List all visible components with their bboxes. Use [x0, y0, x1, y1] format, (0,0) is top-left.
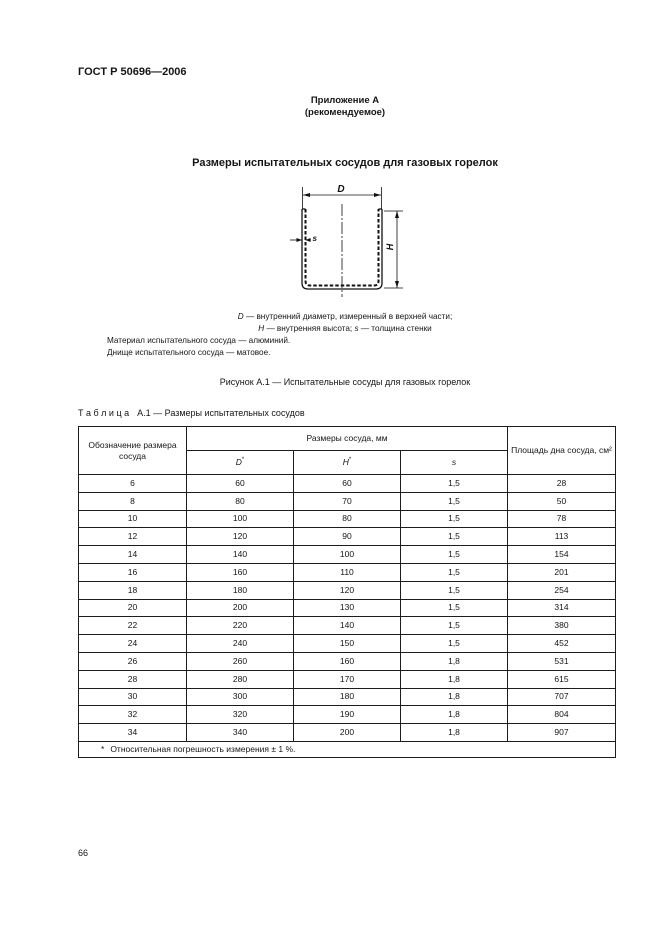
- table-row: [79, 563, 616, 581]
- size-designation-cell: 32: [79, 706, 187, 724]
- diameter-cell: 340: [187, 724, 294, 742]
- height-arrow-bottom: [395, 281, 399, 288]
- wall-thickness-arrow-right: [297, 238, 303, 242]
- section-title: Размеры испытательных сосудов для газовых горелок: [192, 157, 498, 169]
- diameter-label: D: [337, 184, 345, 195]
- legend-symbol-diameter: D: [237, 312, 244, 321]
- wall-thickness-cell: 1,5: [401, 599, 508, 617]
- bottom-area-cell: 113: [508, 528, 616, 546]
- height-arrow-top: [395, 211, 399, 218]
- table-row: [79, 617, 616, 635]
- bottom-area-cell: 314: [508, 599, 616, 617]
- diameter-cell: 80: [187, 492, 294, 510]
- diameter-cell: 240: [187, 635, 294, 653]
- footnote-mark: *: [348, 457, 352, 464]
- diameter-cell: 320: [187, 706, 294, 724]
- size-designation-cell: 24: [79, 635, 187, 653]
- table-row: [79, 635, 616, 653]
- size-designation-cell: 18: [79, 581, 187, 599]
- size-designation-cell: 26: [79, 652, 187, 670]
- bottom-area-cell: 254: [508, 581, 616, 599]
- height-cell: 150: [294, 635, 401, 653]
- diameter-cell: 140: [187, 546, 294, 564]
- legend-text-wall: — толщина стенки: [360, 324, 432, 333]
- table-row: [79, 510, 616, 528]
- note-material: Материал испытательного сосуда — алюминий.: [107, 336, 291, 345]
- height-cell: 90: [294, 528, 401, 546]
- header-wall-symbol: s: [451, 457, 457, 467]
- table-row: [79, 688, 616, 706]
- size-designation-cell: 10: [79, 510, 187, 528]
- height-cell: 160: [294, 652, 401, 670]
- height-cell: 70: [294, 492, 401, 510]
- diameter-cell: 120: [187, 528, 294, 546]
- diameter-cell: 100: [187, 510, 294, 528]
- height-cell: 100: [294, 546, 401, 564]
- document-code: ГОСТ Р 50696—2006: [78, 66, 187, 78]
- table-body: [79, 475, 616, 742]
- bottom-area-cell: 50: [508, 492, 616, 510]
- wall-thickness-cell: 1,5: [401, 492, 508, 510]
- diameter-cell: 280: [187, 670, 294, 688]
- note-bottom-finish: Днище испытательного сосуда — матовое.: [107, 348, 271, 357]
- wall-thickness-cell: 1,5: [401, 617, 508, 635]
- wall-thickness-cell: 1,5: [401, 475, 508, 493]
- size-designation-cell: 20: [79, 599, 187, 617]
- table-caption: [78, 407, 305, 419]
- table-header-row: [79, 427, 616, 451]
- figure-notes: [107, 335, 290, 359]
- figure-caption: Рисунок А.1 — Испытательные сосуды для газовых горелок: [219, 377, 471, 387]
- table-footnote: [79, 741, 616, 757]
- height-cell: 80: [294, 510, 401, 528]
- height-cell: 60: [294, 475, 401, 493]
- table-row: [79, 528, 616, 546]
- height-cell: 190: [294, 706, 401, 724]
- header-vessel-dimensions: Размеры сосуда, мм: [187, 427, 508, 451]
- diameter-arrow-left: [303, 193, 310, 197]
- wall-thickness-cell: 1,8: [401, 652, 508, 670]
- table-footnote-row: [79, 741, 616, 757]
- appendix-status: (рекомендуемое): [304, 107, 386, 118]
- legend-symbol-wall: s: [354, 324, 359, 333]
- height-label: H: [385, 243, 395, 251]
- diameter-cell: 220: [187, 617, 294, 635]
- legend-text-height: — внутренняя высота;: [266, 324, 353, 333]
- appendix-title: Приложение А: [310, 95, 380, 106]
- table-caption-title: А.1 — Размеры испытательных сосудов: [137, 408, 305, 418]
- bottom-area-cell: 707: [508, 688, 616, 706]
- wall-thickness-cell: 1,8: [401, 670, 508, 688]
- table-row: [79, 492, 616, 510]
- diameter-cell: 160: [187, 563, 294, 581]
- header-size-designation: Обозначение размера сосуда: [79, 427, 187, 475]
- legend-symbol-height: H: [258, 324, 265, 333]
- header-bottom-area: Площадь дна сосуда, см²: [508, 427, 616, 475]
- appendix-heading: [245, 95, 445, 119]
- diameter-arrow-right: [374, 193, 381, 197]
- table-row: [79, 724, 616, 742]
- vessel-dimensions-table: [78, 426, 616, 758]
- wall-thickness-cell: 1,8: [401, 706, 508, 724]
- footnote-mark: *: [241, 457, 245, 464]
- size-designation-cell: 8: [79, 492, 187, 510]
- wall-thickness-cell: 1,5: [401, 635, 508, 653]
- header-height-symbol: H: [342, 457, 349, 467]
- diameter-cell: 200: [187, 599, 294, 617]
- bottom-area-cell: 154: [508, 546, 616, 564]
- bottom-area-cell: 78: [508, 510, 616, 528]
- table-row: [79, 652, 616, 670]
- page-number: 66: [78, 848, 89, 858]
- table-row: [79, 581, 616, 599]
- header-diameter: [187, 451, 294, 475]
- size-designation-cell: 14: [79, 546, 187, 564]
- wall-thickness-label: s: [312, 234, 317, 243]
- height-cell: 200: [294, 724, 401, 742]
- diameter-cell: 60: [187, 475, 294, 493]
- size-designation-cell: 30: [79, 688, 187, 706]
- table-row: [79, 706, 616, 724]
- wall-thickness-cell: 1,8: [401, 688, 508, 706]
- diameter-cell: 180: [187, 581, 294, 599]
- table-row: [79, 546, 616, 564]
- footnote-mark: *: [101, 743, 105, 754]
- size-designation-cell: 6: [79, 475, 187, 493]
- height-cell: 180: [294, 688, 401, 706]
- size-designation-cell: 28: [79, 670, 187, 688]
- wall-thickness-cell: 1,5: [401, 581, 508, 599]
- size-designation-cell: 16: [79, 563, 187, 581]
- wall-thickness-cell: 1,5: [401, 510, 508, 528]
- size-designation-cell: 34: [79, 724, 187, 742]
- wall-thickness-cell: 1,5: [401, 528, 508, 546]
- size-designation-cell: 22: [79, 617, 187, 635]
- height-cell: 170: [294, 670, 401, 688]
- height-cell: 130: [294, 599, 401, 617]
- vessel-figure: [280, 180, 410, 302]
- table-row: [79, 670, 616, 688]
- legend-text-diameter: — внутренний диаметр, измеренный в верхней части;: [245, 312, 453, 321]
- diameter-cell: 260: [187, 652, 294, 670]
- bottom-area-cell: 907: [508, 724, 616, 742]
- footnote-text: Относительная погрешность измерения ± 1 %.: [110, 743, 296, 754]
- bottom-area-cell: 615: [508, 670, 616, 688]
- bottom-area-cell: 380: [508, 617, 616, 635]
- bottom-area-cell: 452: [508, 635, 616, 653]
- table-caption-label: Т а б л и ц а: [78, 408, 130, 418]
- height-cell: 140: [294, 617, 401, 635]
- legend-line: [145, 323, 545, 335]
- legend-line: [145, 311, 545, 323]
- wall-thickness-cell: 1,5: [401, 546, 508, 564]
- bottom-area-cell: 28: [508, 475, 616, 493]
- bottom-area-cell: 804: [508, 706, 616, 724]
- height-cell: 110: [294, 563, 401, 581]
- table-row: [79, 475, 616, 493]
- bottom-area-cell: 201: [508, 563, 616, 581]
- wall-thickness-cell: 1,8: [401, 724, 508, 742]
- table-row: [79, 599, 616, 617]
- header-wall-thickness: [401, 451, 508, 475]
- diameter-cell: 300: [187, 688, 294, 706]
- height-cell: 120: [294, 581, 401, 599]
- wall-thickness-cell: 1,5: [401, 563, 508, 581]
- header-diameter-symbol: D: [235, 457, 242, 467]
- figure-legend: [145, 311, 545, 335]
- bottom-area-cell: 531: [508, 652, 616, 670]
- header-height: [294, 451, 401, 475]
- size-designation-cell: 12: [79, 528, 187, 546]
